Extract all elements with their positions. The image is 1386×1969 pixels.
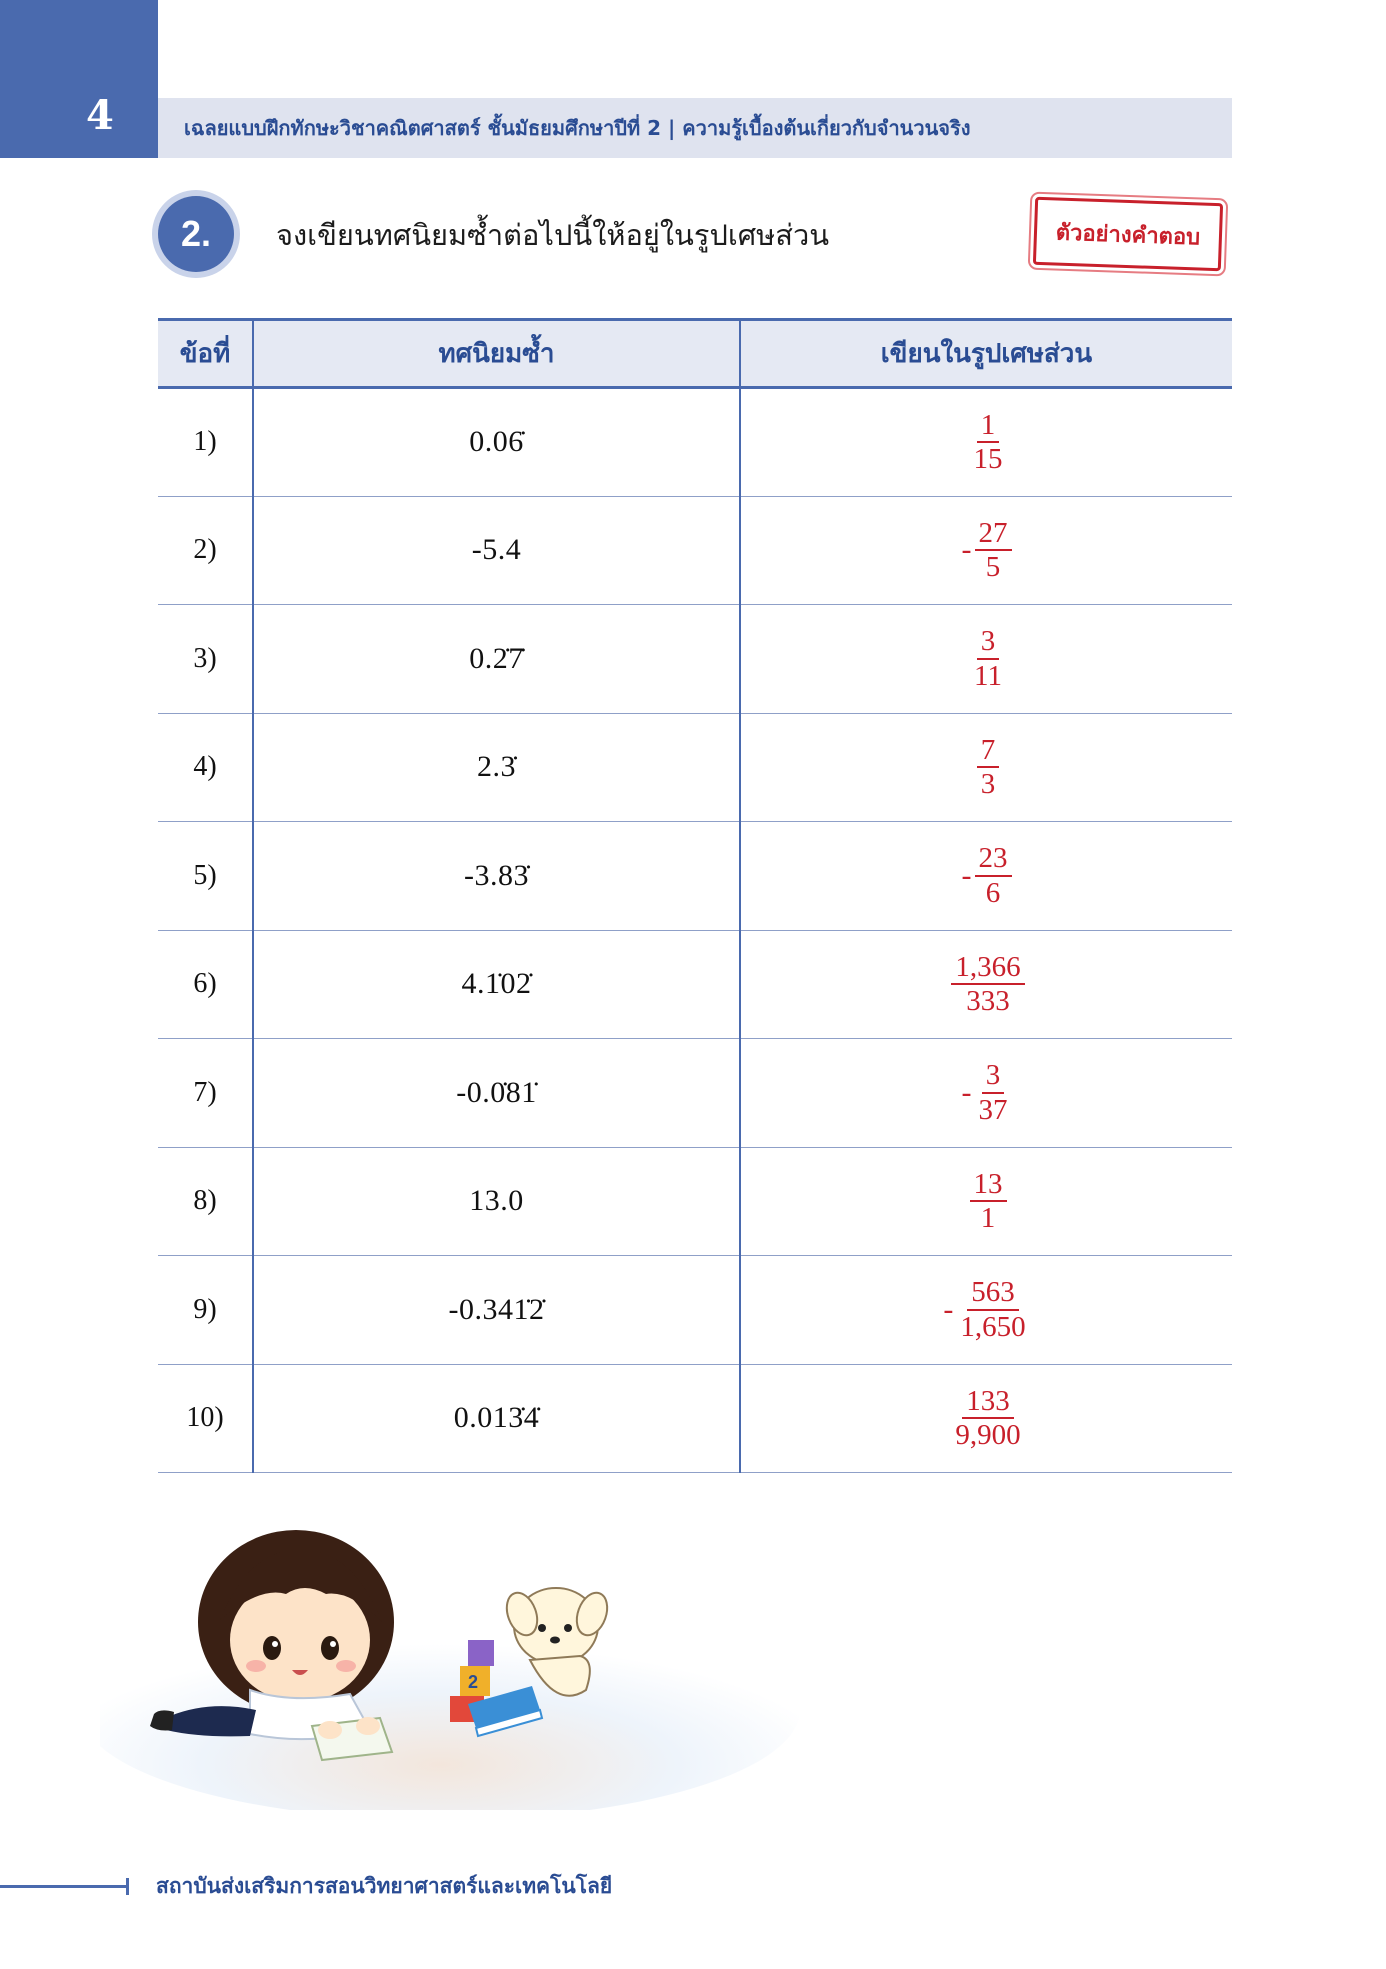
footer-institution: สถาบันส่งเสริมการสอนวิทยาศาสตร์และเทคโนโลยี [156, 1874, 613, 1898]
denominator: 1 [980, 1202, 996, 1235]
question-text: จงเขียนทศนิยมซ้ำต่อไปนี้ให้อยู่ในรูปเศษส่วน [276, 218, 830, 252]
numerator: 1,366 [951, 952, 1024, 985]
denominator: 333 [966, 985, 1010, 1018]
fraction-answer [740, 605, 1232, 714]
repeating-decimal: -0.0̇81̇ [253, 1039, 740, 1148]
fraction-answer [740, 1256, 1232, 1365]
item-number: 7) [158, 1039, 253, 1148]
table-row [158, 1147, 1232, 1256]
denominator: 15 [973, 443, 1003, 476]
numerator: 23 [975, 843, 1012, 876]
table-row [158, 496, 1232, 605]
page-number-badge [0, 0, 158, 158]
repeating-decimal: -3.83̇ [253, 822, 740, 931]
item-number: 5) [158, 822, 253, 931]
denominator: 11 [974, 659, 1002, 692]
answer-table [158, 318, 1232, 1473]
numerator: 13 [970, 1169, 1007, 1202]
table-row [158, 1256, 1232, 1365]
fraction-sign: - [961, 858, 972, 892]
page-number: 4 [86, 92, 114, 139]
item-number: 1) [158, 388, 253, 497]
repeating-decimal: 0.2̇7̇ [253, 605, 740, 714]
repeating-decimal: 0.06̇ [253, 388, 740, 497]
header-repeating-decimal: ทศนิยมซ้ำ [253, 320, 740, 388]
fraction-answer [740, 930, 1232, 1039]
footer-rule [0, 1885, 128, 1888]
fraction-answer [740, 1147, 1232, 1256]
repeating-decimal: 0.013̇4̇ [253, 1364, 740, 1473]
numerator: 3 [977, 626, 1000, 659]
item-number: 4) [158, 713, 253, 822]
denominator: 6 [985, 876, 1001, 909]
denominator: 3 [980, 768, 996, 801]
header-fraction: เขียนในรูปเศษส่วน [740, 320, 1232, 388]
denominator: 5 [985, 551, 1001, 584]
table-header-row [158, 320, 1232, 388]
running-header [158, 98, 1232, 158]
footer-rule-tick [126, 1878, 129, 1895]
fraction-answer [740, 822, 1232, 931]
numerator: 7 [977, 735, 1000, 768]
repeating-decimal: -5.4 [253, 496, 740, 605]
denominator: 37 [978, 1093, 1008, 1126]
running-header-text: เฉลยแบบฝึกทักษะวิชาคณิตศาสตร์ ชั้นมัธยมศึกษาปีที่ 2 | ความรู้เบื้องต้นเกี่ยวกับจำนวนจริง [184, 116, 971, 140]
item-number: 2) [158, 496, 253, 605]
table-row [158, 605, 1232, 714]
denominator: 9,900 [955, 1419, 1021, 1452]
numerator: 27 [975, 518, 1012, 551]
sample-answer-stamp [1033, 197, 1223, 272]
fraction-sign: - [943, 1292, 954, 1326]
fraction-sign: - [961, 1075, 972, 1109]
repeating-decimal: -0.341̇2̇ [253, 1256, 740, 1365]
fraction-answer [740, 713, 1232, 822]
denominator: 1,650 [960, 1310, 1026, 1343]
table-row [158, 930, 1232, 1039]
repeating-decimal: 4.1̇02̇ [253, 930, 740, 1039]
fraction-answer [740, 388, 1232, 497]
fraction-answer [740, 1364, 1232, 1473]
item-number: 10) [158, 1364, 253, 1473]
repeating-decimal: 13.0 [253, 1147, 740, 1256]
table-row [158, 1364, 1232, 1473]
girl-and-puppy-illustration [100, 1490, 800, 1810]
item-number: 3) [158, 605, 253, 714]
fraction-sign: - [961, 533, 972, 567]
question-number: 2. [180, 213, 212, 254]
table-row [158, 713, 1232, 822]
numerator: 133 [962, 1386, 1014, 1419]
table-row [158, 388, 1232, 497]
block-label: 2 [468, 1672, 479, 1692]
numerator: 3 [982, 1060, 1005, 1093]
numerator: 563 [967, 1277, 1019, 1310]
repeating-decimal: 2.3̇ [253, 713, 740, 822]
item-number: 9) [158, 1256, 253, 1365]
item-number: 8) [158, 1147, 253, 1256]
item-number: 6) [158, 930, 253, 1039]
stamp-text: ตัวอย่างคำตอบ [1055, 219, 1201, 251]
fraction-answer [740, 496, 1232, 605]
header-item-no: ข้อที่ [158, 320, 253, 388]
table-row [158, 1039, 1232, 1148]
question-number-circle [158, 196, 234, 272]
fraction-answer [740, 1039, 1232, 1148]
numerator: 1 [977, 410, 1000, 443]
table-row [158, 822, 1232, 931]
